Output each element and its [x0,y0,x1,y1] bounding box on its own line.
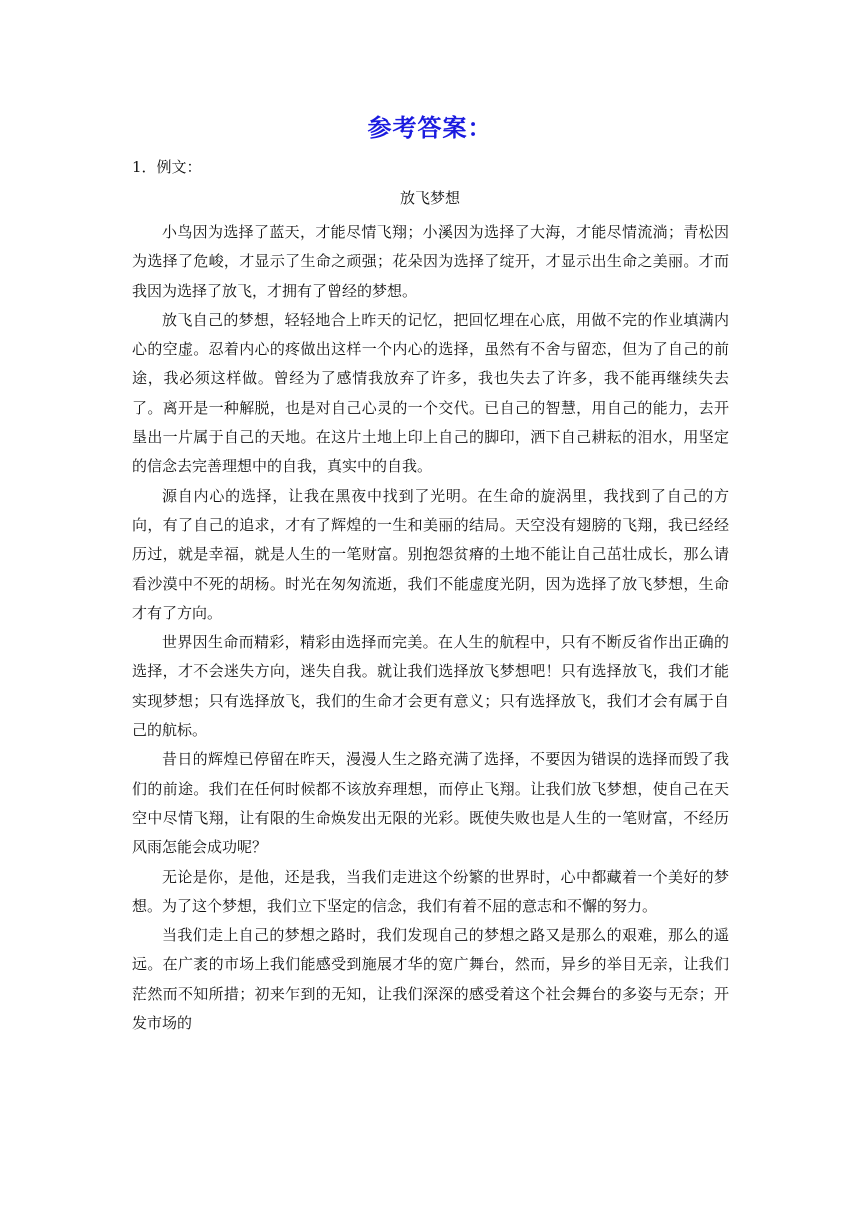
essay-paragraph: 小鸟因为选择了蓝天，才能尽情飞翔；小溪因为选择了大海，才能尽情流淌；青松因为选择了危峻，才显示了生命之顽强；花朵因为选择了绽开，才显示出生命之美丽。才而我因为选择了放飞，才拥有了曾经的梦想。 [132,223,729,300]
question-number: 1．例文： [132,158,202,176]
answer-heading: 参考答案： [367,114,493,142]
essay-paragraph: 放飞自己的梦想，轻轻地合上昨天的记忆，把回忆埋在心底，用做不完的作业填满内心的空虚。忍着内心的疼做出这样一个内心的选择，虽然有不舍与留恋，但为了自己的前途，我必须这样做。曾经为了感情我放弃了许多，我也失去了许多，我不能再继续失去了。离开是一种解脱，也是对自己心灵的一个交代。已自己的智慧，用自己的能力，去开垦出一片属于自己的天地。在这片土地上印上自己的脚印，洒下自己耕耘的泪水，用坚定的信念去完善理想中的自我，真实中的自我。 [132,310,729,476]
essay-paragraph: 昔日的辉煌已停留在昨天，漫漫人生之路充满了选择，不要因为错误的选择而毁了我们的前途。我们在任何时候都不该放弃理想，而停止飞翔。让我们放飞梦想，使自己在天空中尽情飞翔，让有限的生命焕发出无限的光彩。既使失败也是人生的一笔财富，不经历风雨怎能会成功呢？ [132,750,729,857]
essay-paragraph: 源自内心的选择，让我在黑夜中找到了光明。在生命的旋涡里，我找到了自己的方向，有了自己的追求，才有了辉煌的一生和美丽的结局。天空没有翅膀的飞翔，我已经经历过，就是幸福，就是人生的一笔财富。别抱怨贫瘠的土地不能让自己茁壮成长，那么请看沙漠中不死的胡杨。时光在匆匆流逝，我们不能虚度光阴，因为选择了放飞梦想，生命才有了方向。 [132,486,729,622]
essay-paragraph: 世界因生命而精彩，精彩由选择而完美。在人生的航程中，只有不断反省作出正确的选择，才不会迷失方向，迷失自我。就让我们选择放飞梦想吧！只有选择放飞，我们才能实现梦想；只有选择放飞，我们的生命才会更有意义；只有选择放飞，我们才会有属于自己的航标。 [132,633,729,740]
essay-title: 放飞梦想 [399,189,460,207]
essay-paragraph: 当我们走上自己的梦想之路时，我们发现自己的梦想之路又是那么的艰难，那么的遥远。在广袤的市场上我们能感受到施展才华的宽广舞台，然而，异乡的举目无亲，让我们茫然而不知所措；初来乍到的无知，让我们深深的感受着这个社会舞台的多姿与无奈；开发市场的 [132,926,729,1033]
essay-body [132,218,729,1038]
essay-paragraph: 无论是你，是他，还是我，当我们走进这个纷繁的世界时，心中都藏着一个美好的梦想。为了这个梦想，我们立下坚定的信念，我们有着不屈的意志和不懈的努力。 [132,867,729,915]
